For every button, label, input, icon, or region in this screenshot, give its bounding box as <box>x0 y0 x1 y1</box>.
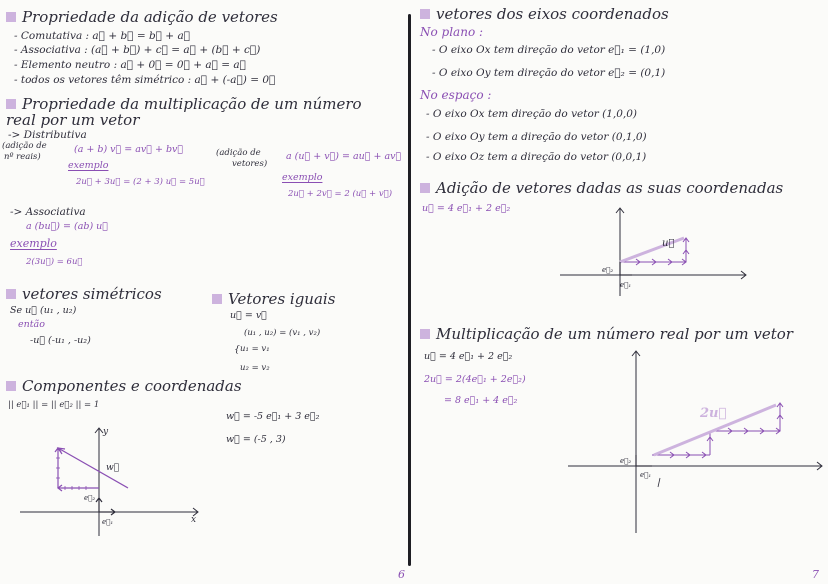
plano-item: - O eixo Oy tem direção do vetor e⃗₂ = (0,1) <box>432 67 666 79</box>
e1-label: e⃗₁ <box>102 518 114 526</box>
w-label: w⃗ <box>106 463 120 473</box>
2u-label: 2u⃗ <box>700 406 727 421</box>
highlight-marker <box>6 289 16 299</box>
exemplo-label: exemplo <box>282 172 323 183</box>
multiplicacao-title: Multiplicação de um número real por um vetor <box>420 327 793 342</box>
add-prop-item: - Associativa : (a⃗ + b⃗) + c⃗ = a⃗ + (b⃗ + c⃗) <box>14 44 261 56</box>
add-prop-item: - todos os vetores têm simétrico : a⃗ + (-a⃗) = 0⃗ <box>14 74 276 86</box>
simetricos-line: Se u⃗ (u₁ , u₂) <box>10 305 77 316</box>
w-equation: w⃗ = -5 e⃗₁ + 3 e⃗₂ <box>226 411 320 422</box>
simetricos-line: -u⃗ (-u₁ , -u₂) <box>30 335 91 346</box>
iguais-brace: { <box>234 344 241 355</box>
mult-formula: u⃗ = 4 e⃗₁ + 2 e⃗₂ <box>424 351 513 362</box>
note-adicao-reais: (adição de <box>2 141 47 151</box>
mult-props-title: Propriedade da multiplicação de um número <box>6 97 362 112</box>
exemplo-associativa: 2(3u⃗) = 6u⃗ <box>26 257 83 267</box>
iguais-line: u⃗ = v⃗ <box>230 310 267 321</box>
highlight-marker <box>212 294 222 304</box>
y-axis-label: y <box>103 427 109 437</box>
e2-label: e⃗₂ <box>602 266 614 274</box>
no-espaco-label: No espaço : <box>420 88 492 102</box>
simetricos-entao: então <box>18 319 45 330</box>
formula-distributiva-reais: (a + b) v⃗ = av⃗ + bv⃗ <box>74 144 184 155</box>
exemplo-distributiva-reais: 2u⃗ + 3u⃗ = (2 + 3) u⃗ = 5u⃗ <box>76 177 205 187</box>
eixos-title: vetores dos eixos coordenados <box>420 7 669 22</box>
highlight-marker <box>6 381 16 391</box>
adicao-graph <box>558 204 758 299</box>
page-number-left: 6 <box>398 568 405 581</box>
adicao-title: Adição de vetores dadas as suas coordenadas <box>420 181 783 196</box>
iguais-title: Vetores iguais <box>212 292 335 307</box>
e1-label: e⃗₁ <box>620 281 632 289</box>
espaco-item: - O eixo Oz tem a direção do vetor (0,0,1) <box>426 151 647 163</box>
plano-item: - O eixo Ox tem direção do vetor e⃗₁ = (1,0) <box>432 44 666 56</box>
x-axis-label: x <box>191 515 197 525</box>
espaco-item: - O eixo Ox tem direção do vetor (1,0,0) <box>426 108 638 120</box>
highlight-marker <box>6 99 16 109</box>
page-number-right: 7 <box>812 568 819 581</box>
espaco-item: - O eixo Oy tem a direção do vetor (0,1,0) <box>426 131 647 143</box>
note-adicao-reais-2: nº reais) <box>4 152 41 162</box>
w-equation-coords: w⃗ = (-5 , 3) <box>226 434 286 445</box>
add-props-title: Propriedade da adição de vetores <box>6 10 278 25</box>
adicao-formula: u⃗ = 4 e⃗₁ + 2 e⃗₂ <box>422 203 511 214</box>
highlight-marker <box>420 183 430 193</box>
e2-label: e⃗₂ <box>620 457 632 465</box>
exemplo-label: exemplo <box>10 237 57 250</box>
note-adicao-vetores-2: vetores) <box>232 159 268 169</box>
highlight-marker <box>420 9 430 19</box>
iguais-line: (u₁ , u₂) = (v₁ , v₂) <box>244 328 321 338</box>
right-page <box>414 0 828 584</box>
left-page <box>0 0 410 584</box>
e1-label: e⃗₁ <box>640 471 652 479</box>
formula-associativa: a (bu⃗) = (ab) u⃗ <box>26 221 108 232</box>
e2-label: e⃗₂ <box>84 494 96 502</box>
exemplo-distributiva-vetores: 2u⃗ + 2v⃗ = 2 (u⃗ + v⃗) <box>288 189 393 199</box>
no-plano-label: No plano : <box>420 25 484 39</box>
norma-vetores: || e⃗₁ || = || e⃗₂ || = 1 <box>8 400 100 410</box>
iguais-line: u₂ = v₂ <box>240 363 270 373</box>
note-adicao-vetores: (adição de <box>216 148 261 158</box>
highlight-marker <box>420 329 430 339</box>
mult-props-title-cont: real por um vetor <box>6 111 140 129</box>
u-label: u⃗ <box>662 238 675 249</box>
iguais-line: u₁ = v₁ <box>240 344 270 354</box>
exemplo-label: exemplo <box>68 160 109 171</box>
componentes-title: Componentes e coordenadas <box>6 379 242 394</box>
add-prop-item: - Elemento neutro : a⃗ + 0⃗ = 0⃗ + a⃗ = a⃗ <box>14 59 246 71</box>
add-prop-item: - Comutativa : a⃗ + b⃗ = b⃗ + a⃗ <box>14 30 191 42</box>
formula-distributiva-vetores: a (u⃗ + v⃗) = au⃗ + av⃗ <box>286 151 402 162</box>
mult-formula: = 8 e⃗₁ + 4 e⃗₂ <box>444 395 518 406</box>
highlight-marker <box>6 12 16 22</box>
multiplicacao-graph <box>562 345 828 545</box>
simetricos-title: vetores simétricos <box>6 287 162 302</box>
distributiva-label: -> Distributiva <box>8 129 87 141</box>
associativa-label: -> Associativa <box>10 206 86 218</box>
componentes-graph <box>10 420 220 540</box>
mult-formula: 2u⃗ = 2(4e⃗₁ + 2e⃗₂) <box>424 374 526 385</box>
